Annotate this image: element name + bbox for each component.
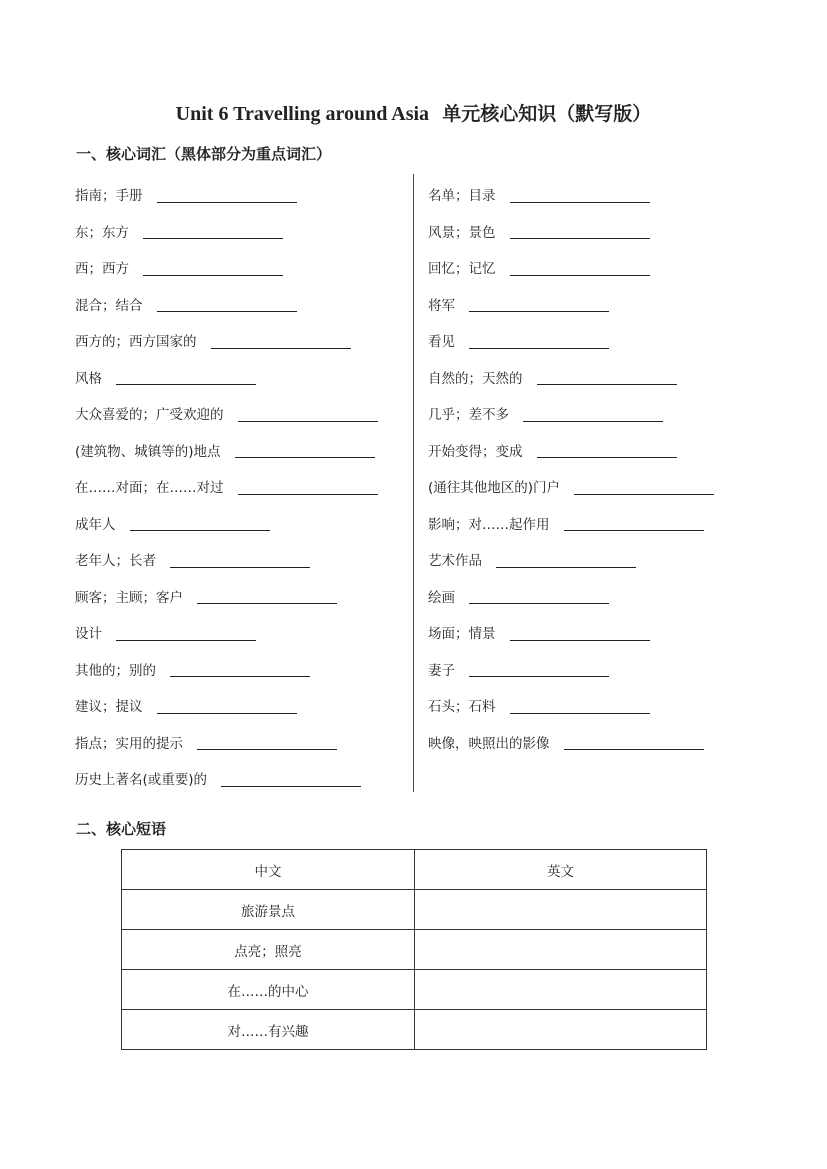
vocab-label: 绘画 bbox=[428, 589, 455, 606]
vocab-label: 映像，映照出的影像 bbox=[428, 735, 550, 752]
vocab-label: 在……对面；在……对过 bbox=[75, 480, 224, 497]
answer-blank[interactable] bbox=[574, 478, 714, 495]
vocab-label: 指点；实用的提示 bbox=[75, 735, 183, 752]
vocab-label: 西方的；西方国家的 bbox=[75, 334, 197, 351]
vocab-label: 其他的；别的 bbox=[75, 662, 156, 679]
vocab-label: 顾客；主顾；客户 bbox=[75, 589, 183, 606]
title-chinese: 单元核心知识（默写版） bbox=[442, 103, 652, 125]
vocab-item bbox=[75, 322, 378, 359]
vocab-item bbox=[428, 213, 714, 250]
table-header-row bbox=[122, 850, 707, 890]
vocab-label: 影响；对……起作用 bbox=[428, 516, 550, 533]
answer-blank[interactable] bbox=[469, 660, 609, 677]
phrase-english-answer[interactable] bbox=[415, 1010, 707, 1050]
answer-blank[interactable] bbox=[469, 332, 609, 349]
vocab-item bbox=[428, 614, 714, 651]
vocab-item bbox=[428, 432, 714, 469]
vocab-label: 自然的；天然的 bbox=[428, 370, 523, 387]
answer-blank[interactable] bbox=[496, 551, 636, 568]
answer-blank[interactable] bbox=[157, 295, 297, 312]
answer-blank[interactable] bbox=[564, 514, 704, 531]
vocab-label: 混合；结合 bbox=[75, 297, 143, 314]
answer-blank[interactable] bbox=[537, 368, 677, 385]
phrase-chinese: 旅游景点 bbox=[122, 890, 415, 930]
header-chinese: 中文 bbox=[122, 850, 415, 890]
title-english: Unit 6 Travelling around Asia bbox=[175, 103, 430, 125]
phrase-chinese: 对……有兴趣 bbox=[122, 1010, 415, 1050]
vocab-label: 石头；石料 bbox=[428, 699, 496, 716]
vocab-item bbox=[75, 614, 378, 651]
answer-blank[interactable] bbox=[510, 259, 650, 276]
vocab-label: (通往其他地区的)门户 bbox=[428, 480, 561, 497]
vocab-item bbox=[75, 687, 378, 724]
phrase-english-answer[interactable] bbox=[415, 890, 707, 930]
answer-blank[interactable] bbox=[143, 222, 283, 239]
column-divider bbox=[413, 174, 414, 792]
phrase-chinese: 点亮；照亮 bbox=[122, 930, 415, 970]
answer-blank[interactable] bbox=[197, 587, 337, 604]
vocab-label: 西；西方 bbox=[75, 261, 129, 278]
answer-blank[interactable] bbox=[197, 733, 337, 750]
answer-blank[interactable] bbox=[469, 587, 609, 604]
vocab-item bbox=[75, 286, 378, 323]
vocab-label: 看见 bbox=[428, 334, 455, 351]
vocab-label: 几乎；差不多 bbox=[428, 407, 509, 424]
vocab-label: 东；东方 bbox=[75, 224, 129, 241]
phrase-chinese: 在……的中心 bbox=[122, 970, 415, 1010]
vocab-label: 名单；目录 bbox=[428, 188, 496, 205]
phrase-english-answer[interactable] bbox=[415, 970, 707, 1010]
answer-blank[interactable] bbox=[143, 259, 283, 276]
table-row bbox=[122, 970, 707, 1010]
answer-blank[interactable] bbox=[170, 660, 310, 677]
vocab-label: 指南；手册 bbox=[75, 188, 143, 205]
answer-blank[interactable] bbox=[510, 186, 650, 203]
answer-blank[interactable] bbox=[116, 368, 256, 385]
vocab-item bbox=[75, 578, 378, 615]
vocab-item bbox=[428, 468, 714, 505]
section-heading-phrases: 二、核心短语 bbox=[76, 820, 167, 838]
vocab-item bbox=[428, 249, 714, 286]
vocab-label: 回忆；记忆 bbox=[428, 261, 496, 278]
table-row bbox=[122, 930, 707, 970]
vocab-item bbox=[428, 359, 714, 396]
vocab-label: 将军 bbox=[428, 297, 455, 314]
vocab-item bbox=[428, 176, 714, 213]
vocab-item bbox=[428, 505, 714, 542]
answer-blank[interactable] bbox=[564, 733, 704, 750]
vocab-column-left bbox=[75, 176, 378, 797]
vocab-item bbox=[75, 359, 378, 396]
vocab-item bbox=[428, 651, 714, 688]
answer-blank[interactable] bbox=[510, 222, 650, 239]
answer-blank[interactable] bbox=[130, 514, 270, 531]
vocab-item bbox=[428, 578, 714, 615]
answer-blank[interactable] bbox=[235, 441, 375, 458]
vocab-label: 妻子 bbox=[428, 662, 455, 679]
vocab-item bbox=[75, 760, 378, 797]
vocab-item bbox=[75, 505, 378, 542]
vocab-label: 场面；情景 bbox=[428, 626, 496, 643]
vocab-label: 风景；景色 bbox=[428, 224, 496, 241]
vocab-column-right bbox=[428, 176, 714, 760]
answer-blank[interactable] bbox=[510, 697, 650, 714]
vocab-item bbox=[75, 724, 378, 761]
section-heading-vocabulary: 一、核心词汇（黑体部分为重点词汇） bbox=[76, 145, 332, 163]
vocab-label: 历史上著名(或重要)的 bbox=[75, 772, 208, 789]
vocab-item bbox=[428, 395, 714, 432]
vocab-item bbox=[428, 724, 714, 761]
document-title bbox=[0, 99, 827, 126]
vocab-label: 风格 bbox=[75, 370, 102, 387]
vocab-item bbox=[75, 213, 378, 250]
vocab-label: 建议；提议 bbox=[75, 699, 143, 716]
vocab-label: 设计 bbox=[75, 626, 102, 643]
vocab-item bbox=[75, 249, 378, 286]
vocab-item bbox=[75, 651, 378, 688]
answer-blank[interactable] bbox=[221, 770, 361, 787]
vocab-label: (建筑物、城镇等的)地点 bbox=[75, 443, 221, 460]
vocab-item bbox=[75, 176, 378, 213]
answer-blank[interactable] bbox=[238, 478, 378, 495]
answer-blank[interactable] bbox=[510, 624, 650, 641]
header-english: 英文 bbox=[415, 850, 707, 890]
answer-blank[interactable] bbox=[157, 186, 297, 203]
vocab-label: 开始变得；变成 bbox=[428, 443, 523, 460]
vocab-item bbox=[428, 687, 714, 724]
vocab-label: 成年人 bbox=[75, 516, 116, 533]
answer-blank[interactable] bbox=[469, 295, 609, 312]
vocab-label: 大众喜爱的；广受欢迎的 bbox=[75, 407, 224, 424]
answer-blank[interactable] bbox=[157, 697, 297, 714]
phrases-table bbox=[121, 849, 707, 1050]
vocab-label: 老年人；长者 bbox=[75, 553, 156, 570]
answer-blank[interactable] bbox=[523, 405, 663, 422]
vocab-item bbox=[428, 541, 714, 578]
vocab-item bbox=[428, 322, 714, 359]
vocab-item bbox=[75, 541, 378, 578]
answer-blank[interactable] bbox=[537, 441, 677, 458]
answer-blank[interactable] bbox=[170, 551, 310, 568]
table-row bbox=[122, 1010, 707, 1050]
table-row bbox=[122, 890, 707, 930]
answer-blank[interactable] bbox=[238, 405, 378, 422]
vocab-item bbox=[75, 432, 378, 469]
vocab-item bbox=[428, 286, 714, 323]
answer-blank[interactable] bbox=[116, 624, 256, 641]
answer-blank[interactable] bbox=[211, 332, 351, 349]
vocab-item bbox=[75, 468, 378, 505]
vocab-label: 艺术作品 bbox=[428, 553, 482, 570]
phrase-english-answer[interactable] bbox=[415, 930, 707, 970]
vocab-item bbox=[75, 395, 378, 432]
